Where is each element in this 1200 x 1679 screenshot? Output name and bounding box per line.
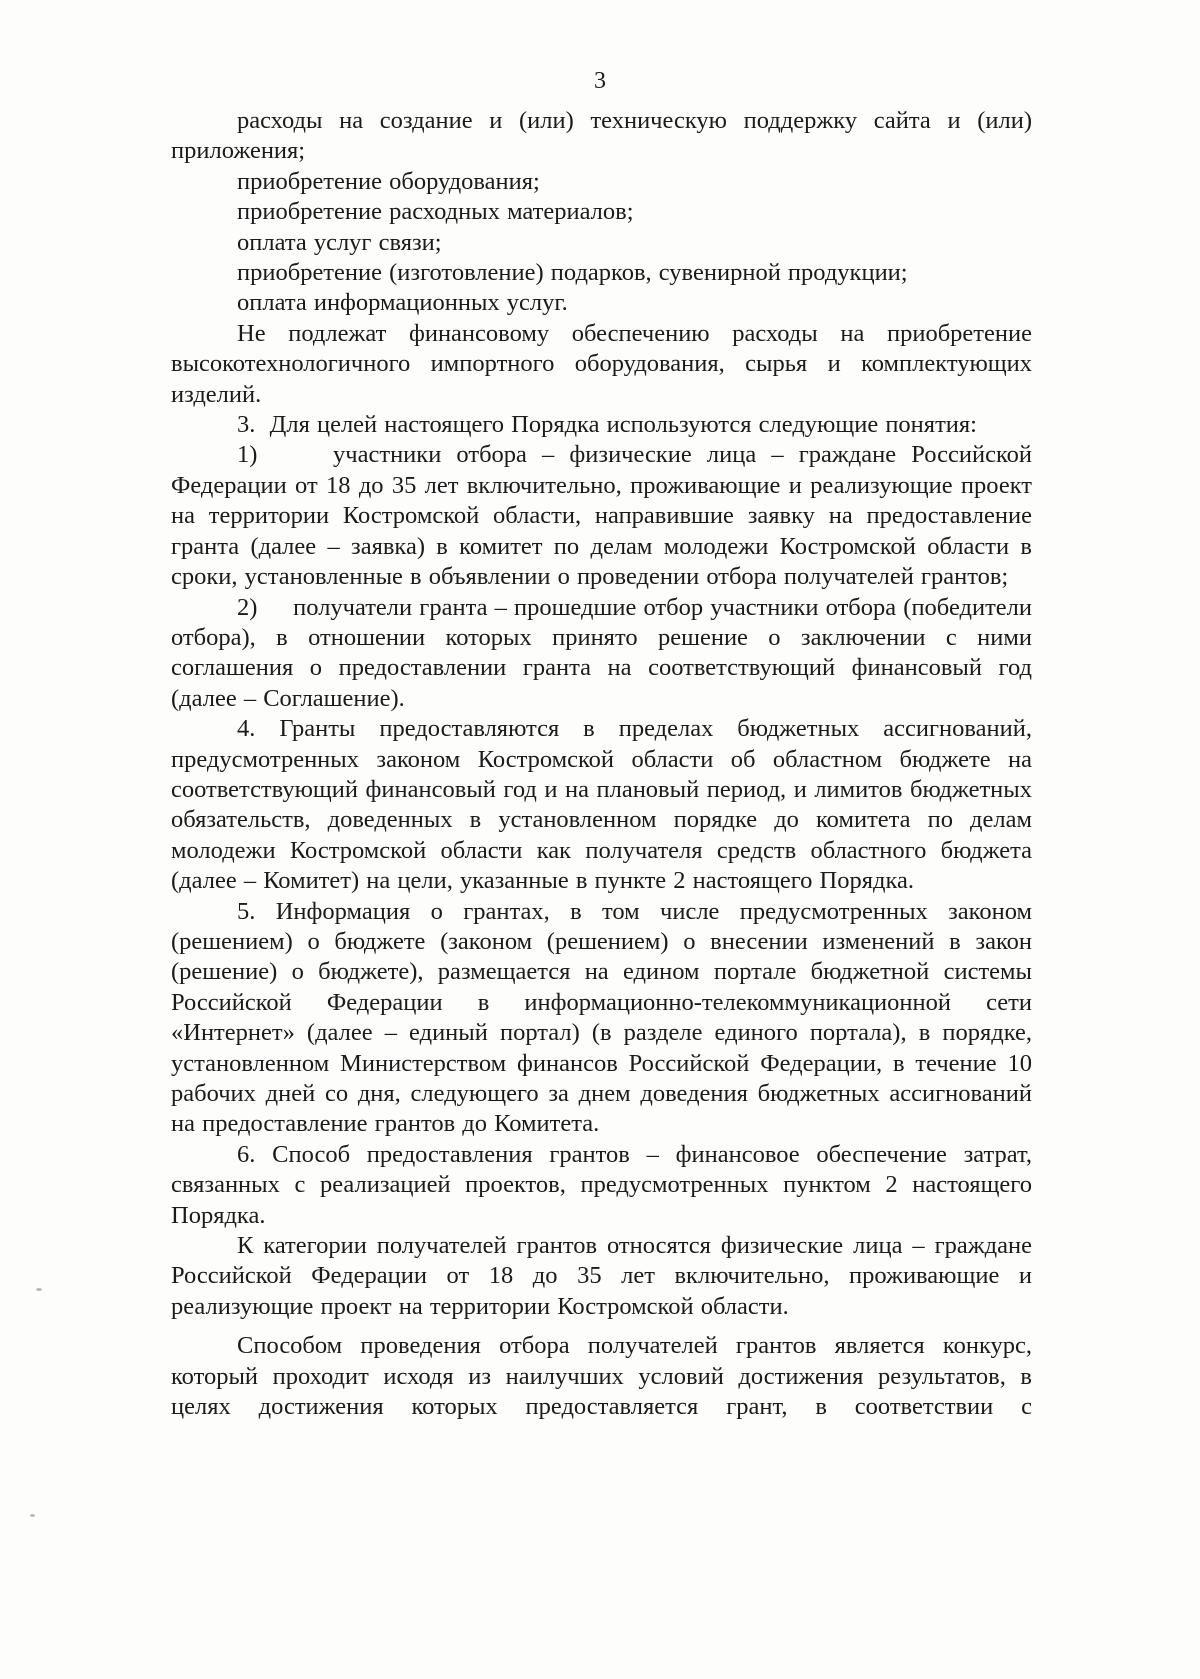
- paragraph: 5. Информация о грантах, в том числе предусмотренных законом (решением) о бюджете (законом (решением) о внесении изменений в закон (решение) о бюджете), размещается на едином портале бюджетной системы Российской Федерации в информационно-телекоммуникационной сети «Интернет» (далее – единый портал) (в разделе единого портала), в порядке, установленном Министерством финансов Российской Федерации, в течение 10 рабочих дней со дня, следующего за днем доведения бюджетных ассигнований на предоставление грантов до Комитета.: [171, 897, 1032, 1138]
- paragraph: 1) участники отбора – физические лица – граждане Российской Федерации от 18 до 35 лет включительно, проживающие и реализующие проект на территории Костромской области, направившие заявку на предоставление гранта (далее – заявка) в комитет по делам молодежи Костромской области в сроки, установленные в объявлении о проведении отбора получателей грантов;: [171, 441, 1032, 591]
- paragraph: 3. Для целей настоящего Порядка используются следующие понятия:: [237, 411, 977, 439]
- paragraph: Способом проведения отбора получателей грантов является конкурс, который проходит исходя из наилучших условий достижения результатов, в целях достижения которых предоставляется грант, в соответствии с: [171, 1332, 1032, 1421]
- paragraph: 2) получатели гранта – прошедшие отбор участники отбора (победители отбора), в отношении которых принято решение о заключении с ними соглашения о предоставлении гранта на соответствующий финансовый год (далее – Соглашение).: [171, 593, 1032, 712]
- document-body: [171, 106, 1032, 1422]
- paragraph: оплата информационных услуг.: [237, 289, 568, 317]
- paragraph: оплата услуг связи;: [237, 228, 442, 256]
- paragraph: расходы на создание и (или) техническую поддержку сайта и (или) приложения;: [171, 107, 1032, 165]
- paragraph: приобретение оборудования;: [237, 167, 540, 195]
- paragraph: Не подлежат финансовому обеспечению расходы на приобретение высокотехнологичного импортного оборудования, сырья и комплектующих изделий.: [171, 319, 1032, 408]
- paragraph: 6. Способ предоставления грантов – финансовое обеспечение затрат, связанных с реализацией проектов, предусмотренных пунктом 2 настоящего Порядка.: [171, 1140, 1032, 1229]
- paragraph: приобретение расходных материалов;: [237, 198, 634, 226]
- paragraph: 4. Гранты предоставляются в пределах бюджетных ассигнований, предусмотренных законом Костромской области об областном бюджете на соответствующий финансовый год и на плановый период, и лимитов бюджетных обязательств, доведенных в установленном порядке до комитета по делам молодежи Костромской области как получателя средств областного бюджета (далее – Комитет) на цели, указанные в пункте 2 настоящего Порядка.: [171, 715, 1032, 895]
- scan-artifact: [36, 1288, 42, 1291]
- paragraph: К категории получателей грантов относятся физические лица – граждане Российской Федерации от 18 до 35 лет включительно, проживающие и реализующие проект на территории Костромской области.: [171, 1232, 1032, 1320]
- paragraph: приобретение (изготовление) подарков, сувенирной продукции;: [237, 259, 908, 287]
- page-number: 3: [594, 68, 606, 94]
- scan-artifact: [30, 1514, 35, 1517]
